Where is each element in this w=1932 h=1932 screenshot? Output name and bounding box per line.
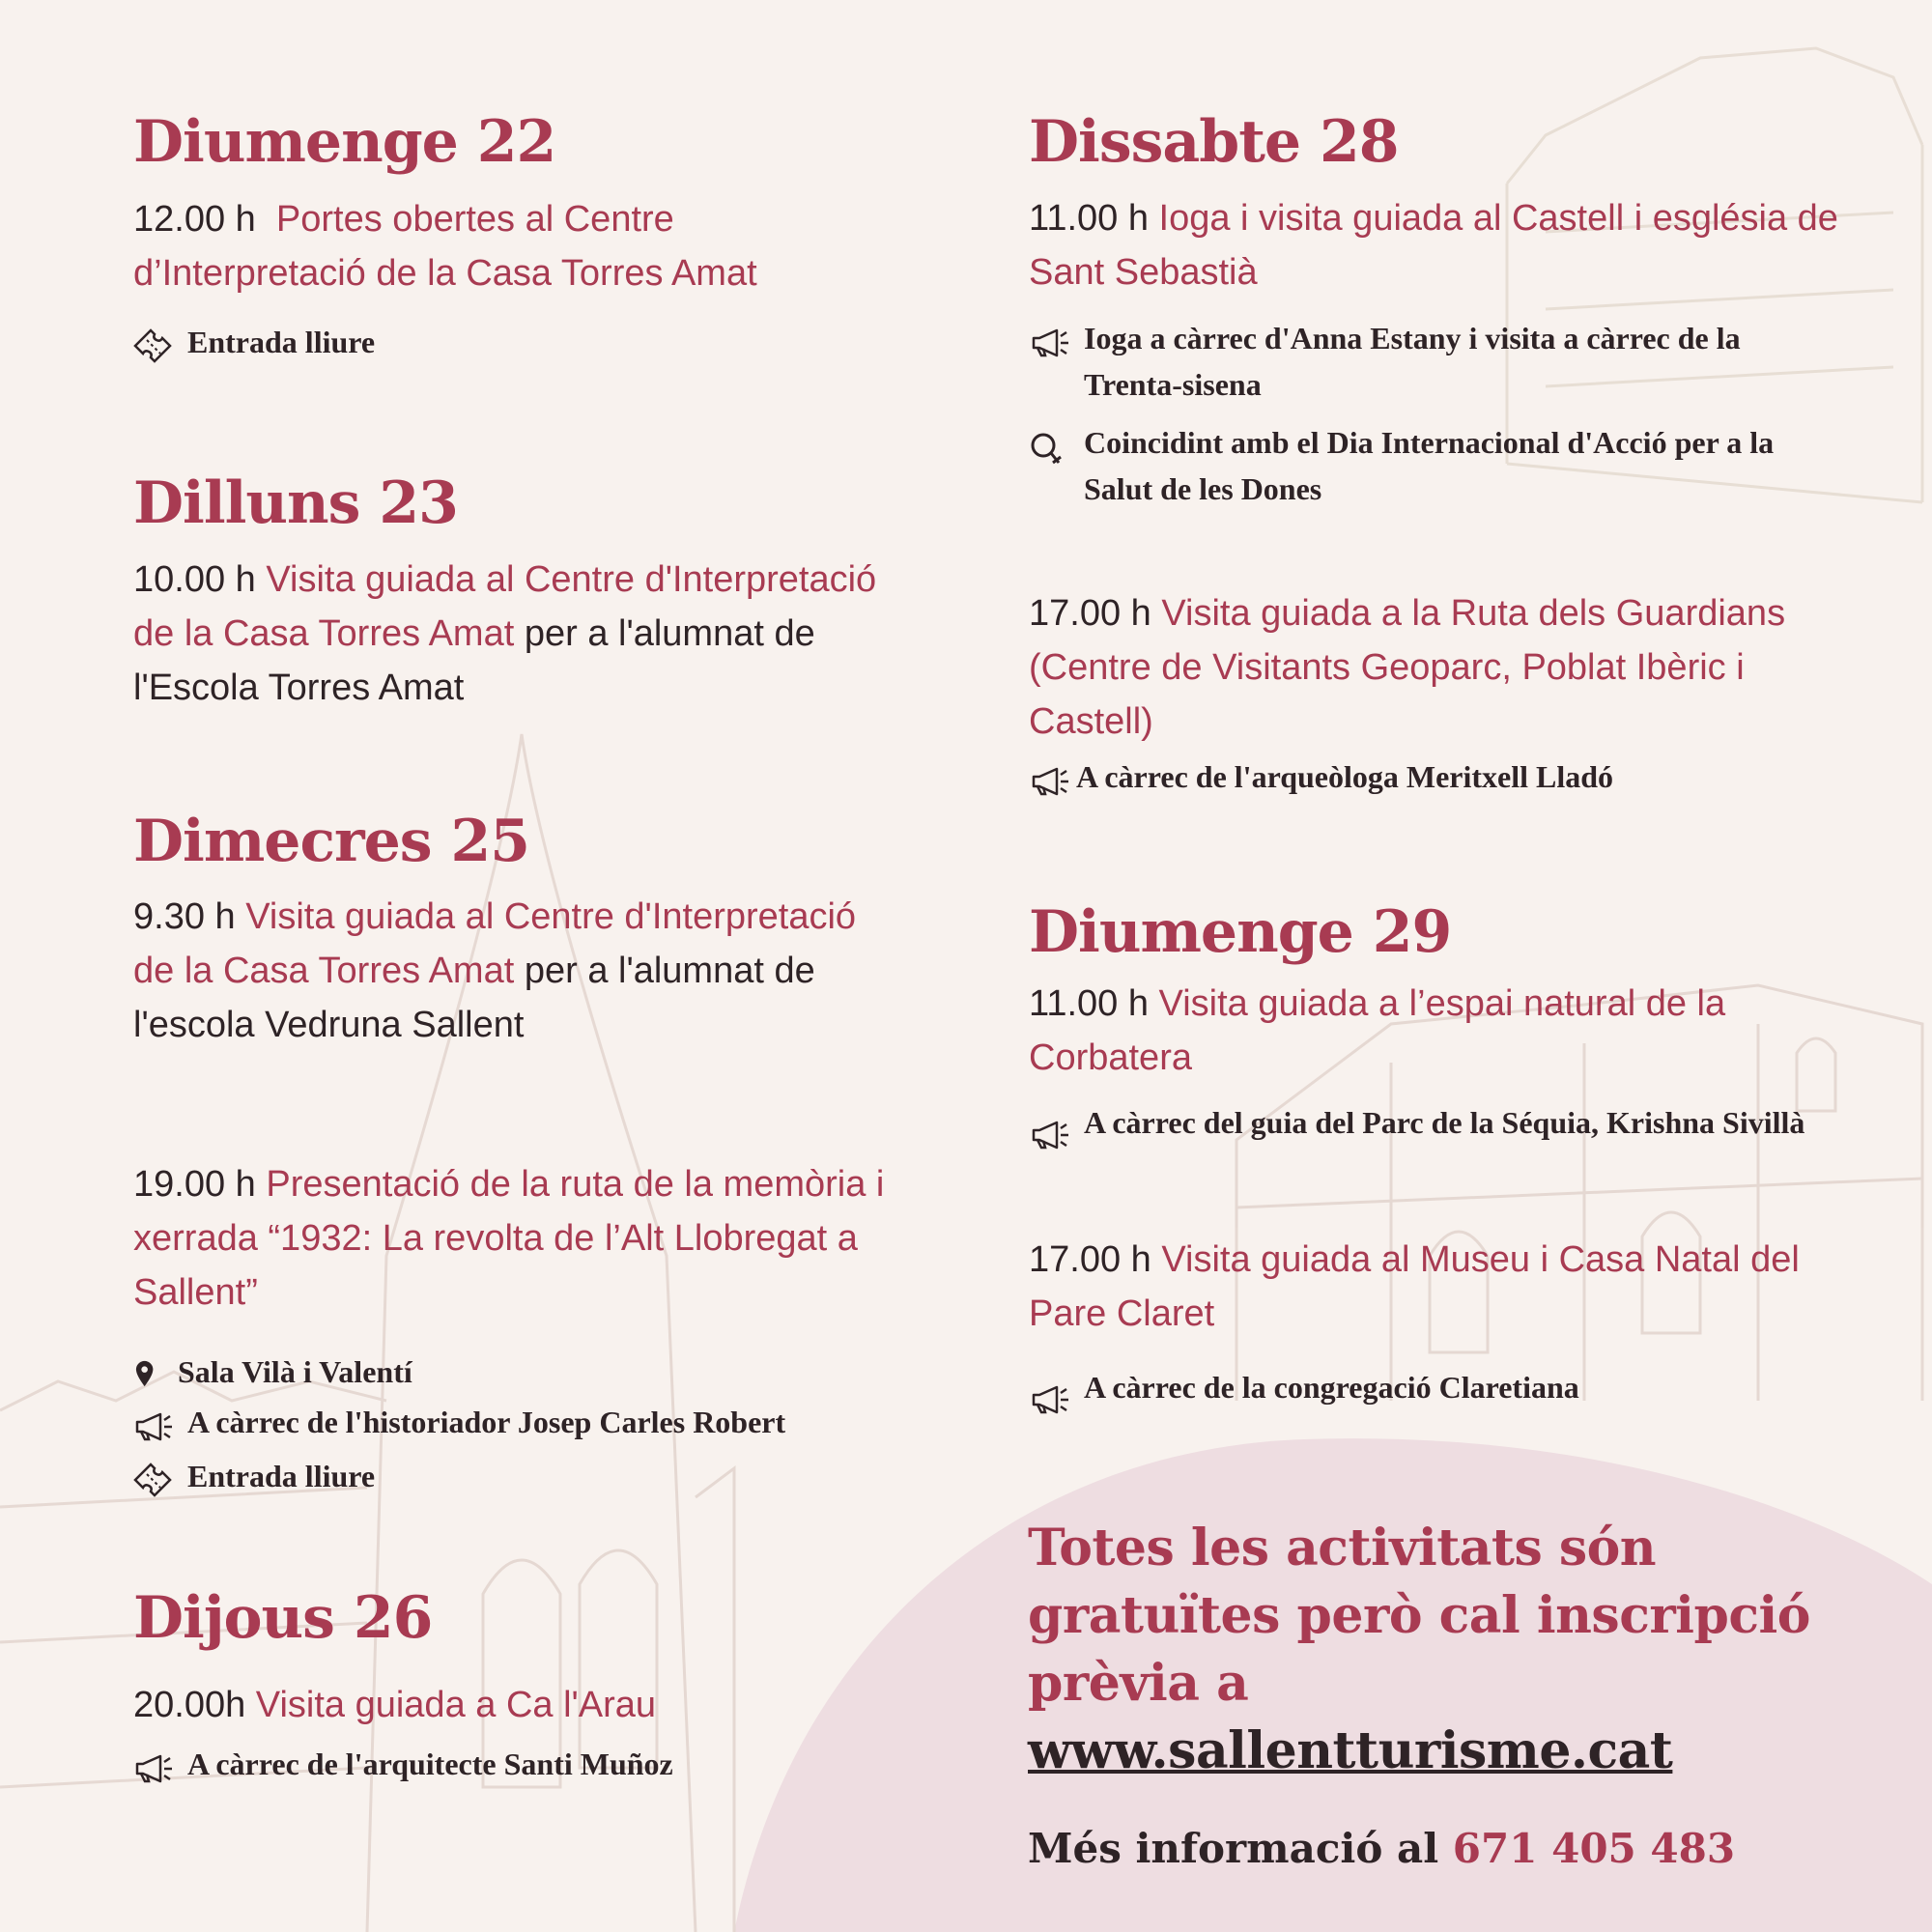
note-diumenge-29-guide: A càrrec del guia del Parc de la Séquia, Krishna Sivillà xyxy=(1028,1099,1820,1146)
event-diumenge-29-1 xyxy=(1029,977,1860,1085)
event-diumenge-22-1 xyxy=(133,192,887,300)
note-dimecres-25-speaker: A càrrec de l'historiador Josep Carles Robert xyxy=(131,1399,962,1445)
registration-text: Totes les activitats són gratuïtes però cal inscripció prèvia a xyxy=(1028,1519,1810,1713)
registration-notice xyxy=(1028,1515,1859,1785)
megaphone-icon xyxy=(1028,1378,1070,1416)
event-title: Visita guiada al Centre d'Interpretació de la Casa Torres Amat xyxy=(133,896,857,991)
note-dissabte-28-speaker: Ioga a càrrec d'Anna Estany i visita a càrrec de la Trenta-sisena xyxy=(1028,315,1810,408)
event-description: per a l'alumnat de l'escola Vedruna Sallent xyxy=(133,951,815,1045)
day-heading-diumenge-29: Diumenge 29 xyxy=(1029,898,1452,966)
event-title: Visita guiada al Museu i Casa Natal del Pare Claret xyxy=(1029,1239,1800,1334)
event-dissabte-28-2 xyxy=(1029,586,1860,749)
event-title: Visita guiada a l’espai natural de la Corbatera xyxy=(1029,983,1726,1078)
day-heading-diumenge-22: Diumenge 22 xyxy=(133,108,556,176)
megaphone-icon xyxy=(1028,321,1070,359)
event-title: Ioga i visita guiada al Castell i església de Sant Sebastià xyxy=(1029,198,1838,293)
note-dijous-26-speaker: A càrrec de l'arquitecte Santi Muñoz xyxy=(131,1741,943,1787)
event-time: 11.00 h xyxy=(1029,983,1149,1024)
location-pin-icon xyxy=(133,1354,164,1393)
event-dimecres-25-1 xyxy=(133,890,887,1052)
event-title: Presentació de la ruta de la memòria i xerrada “1932: La revolta de l’Alt Llobregat a Sallent” xyxy=(133,1164,885,1313)
note-dimecres-25-entry: Entrada lliure xyxy=(131,1453,943,1499)
note-dimecres-25-location: Sala Vilà i Valentí xyxy=(131,1349,943,1395)
day-heading-dimecres-25: Dimecres 25 xyxy=(133,808,529,875)
event-title: Visita guiada a la Ruta dels Guardians (Centre de Visitants Geoparc, Poblat Ibèric i Castell) xyxy=(1029,593,1786,742)
event-time: 10.00 h xyxy=(133,559,256,600)
ticket-icon xyxy=(131,1459,174,1497)
event-time: 12.00 h xyxy=(133,199,256,240)
website-link[interactable]: www.sallentturisme.cat xyxy=(1028,1721,1673,1780)
phone-number[interactable]: 671 405 483 xyxy=(1452,1825,1736,1872)
event-title: Portes obertes al Centre d’Interpretació de la Casa Torres Amat xyxy=(133,199,757,294)
megaphone-icon xyxy=(1028,1113,1070,1151)
day-heading-dilluns-23: Dilluns 23 xyxy=(133,469,458,537)
female-symbol-icon xyxy=(1028,429,1070,473)
note-dissabte-28-women-health: Coincidint amb el Dia Internacional d'Acció per a la Salut de les Dones xyxy=(1028,419,1810,512)
event-time: 9.30 h xyxy=(133,896,236,937)
day-heading-dijous-26: Dijous 26 xyxy=(133,1584,433,1652)
event-dijous-26-1 xyxy=(133,1678,887,1732)
megaphone-icon xyxy=(131,1747,174,1785)
day-heading-dissabte-28: Dissabte 28 xyxy=(1029,108,1399,176)
event-dilluns-23-1 xyxy=(133,553,887,715)
event-time: 19.00 h xyxy=(133,1164,256,1205)
event-dimecres-25-2 xyxy=(133,1157,887,1320)
note-diumenge-29-congregation: A càrrec de la congregació Claretiana xyxy=(1028,1364,1859,1410)
note-diumenge-22-1: Entrada lliure xyxy=(131,319,923,365)
event-title: Visita guiada al Centre d'Interpretació de la Casa Torres Amat xyxy=(133,559,877,654)
more-info-label: Més informació al xyxy=(1028,1825,1439,1872)
megaphone-icon xyxy=(131,1405,174,1443)
event-description: per a l'alumnat de l'Escola Torres Amat xyxy=(133,613,815,708)
event-dissabte-28-1 xyxy=(1029,191,1860,299)
event-title: Visita guiada a Ca l'Arau xyxy=(255,1685,657,1725)
event-diumenge-29-2 xyxy=(1029,1233,1860,1341)
note-dissabte-28-archaeologist: A càrrec de l'arqueòloga Meritxell Lladó xyxy=(1028,753,1859,800)
event-time: 20.00h xyxy=(133,1685,246,1725)
event-time: 11.00 h xyxy=(1029,198,1149,239)
ticket-icon xyxy=(131,325,174,363)
event-time: 17.00 h xyxy=(1029,593,1151,634)
event-time: 17.00 h xyxy=(1029,1239,1151,1280)
more-info xyxy=(1028,1822,1735,1876)
megaphone-icon xyxy=(1028,759,1070,798)
